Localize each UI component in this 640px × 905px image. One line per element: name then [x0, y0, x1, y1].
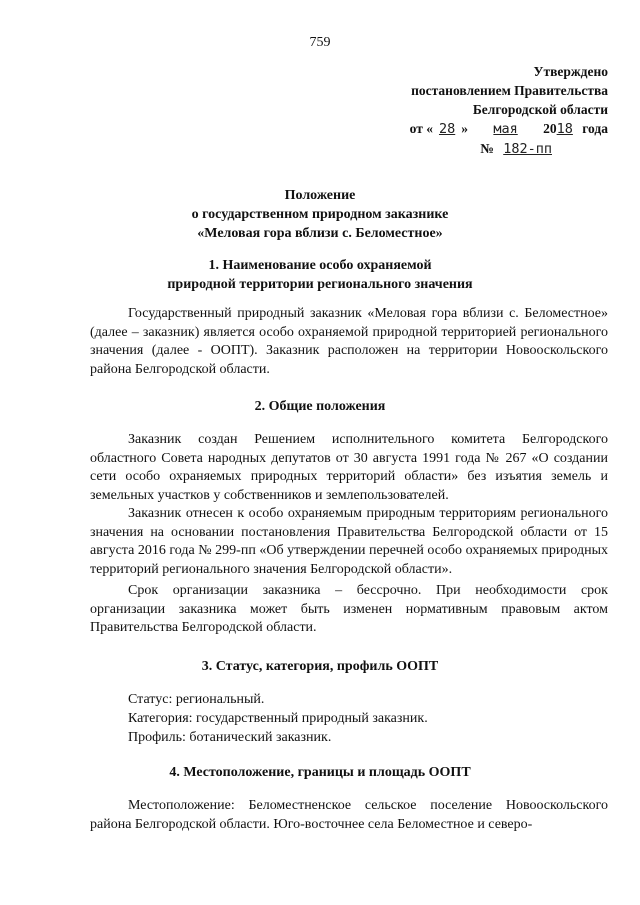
section-2-paragraph-1: Заказник создан Решением исполнительного комитета Белгородского областного Совета народных депутатов от 30 августа 1991 года № 267 «О создании сети особо охраняемых природных территорий области» без изъятия земель и земельных участков у собственников и землепользователей. — [90, 432, 608, 503]
approval-line-3: Белгородской области — [472, 102, 608, 117]
section-4-paragraph: Местоположение: Беломестненское сельское поселение Новооскольского района Белгородской области. Юго-восточнее села Беломестное и северо- — [90, 798, 608, 832]
section-3-heading: 3. Статус, категория, профиль ООПТ — [201, 659, 439, 674]
section-2-paragraph-2: Заказник отнесен к особо охраняемым природным территориям регионального значения на основании постановления Правительства Белгородской области от 15 августа 2016 года № 299-пп «Об утверждении перечней особо охраняемых природных территорий регионального значения Белгородской области». — [90, 506, 608, 577]
section-2-heading: 2. Общие положения — [254, 399, 386, 414]
approval-line-2: постановлением Правительства — [411, 83, 608, 98]
number-prefix: № — [480, 141, 494, 156]
date-year-prefix: 20 — [543, 121, 557, 136]
section-1-heading — [0, 256, 640, 294]
approval-line-1: Утверждено — [533, 64, 608, 79]
section-1-paragraph: Государственный природный заказник «Меловая гора вблизи с. Беломестное» (далее – заказник) является особо охраняемой природной территорией регионального значения (далее - ООПТ). Заказник расположен на территории Новооскольского района Белгородской области. — [90, 306, 608, 377]
date-day: 28 — [438, 121, 456, 137]
approval-number — [358, 139, 608, 159]
page-number: 759 — [309, 35, 331, 50]
profile-line: Профиль: ботанический заказник. — [128, 730, 332, 745]
date-year-suffix: 18 — [556, 121, 573, 137]
title-line-2: о государственном природном заказнике — [191, 207, 449, 222]
approval-date — [358, 119, 608, 139]
title-line-3: «Меловая гора вблизи с. Беломестное» — [197, 226, 443, 241]
document-title — [0, 186, 640, 243]
category-line: Категория: государственный природный заказник. — [128, 711, 428, 726]
status-line: Статус: региональный. — [128, 692, 265, 707]
section-1-heading-line-1: 1. Наименование особо охраняемой — [208, 258, 432, 273]
section-1-heading-line-2: природной территории регионального значения — [167, 277, 473, 292]
date-prefix: от « — [409, 121, 433, 136]
date-year-word: года — [582, 121, 608, 136]
number-value: 182-пп — [503, 141, 552, 157]
section-2-paragraph-3: Срок организации заказника – бессрочно. При необходимости срок организации заказника может быть изменен нормативным правовым актом Правительства Белгородской области. — [90, 583, 608, 635]
section-4-heading: 4. Местоположение, границы и площадь ООПТ — [169, 765, 471, 780]
approval-block — [358, 62, 608, 159]
date-mid: » — [461, 121, 468, 136]
title-line-1: Положение — [284, 188, 356, 203]
date-month: мая — [493, 121, 518, 137]
